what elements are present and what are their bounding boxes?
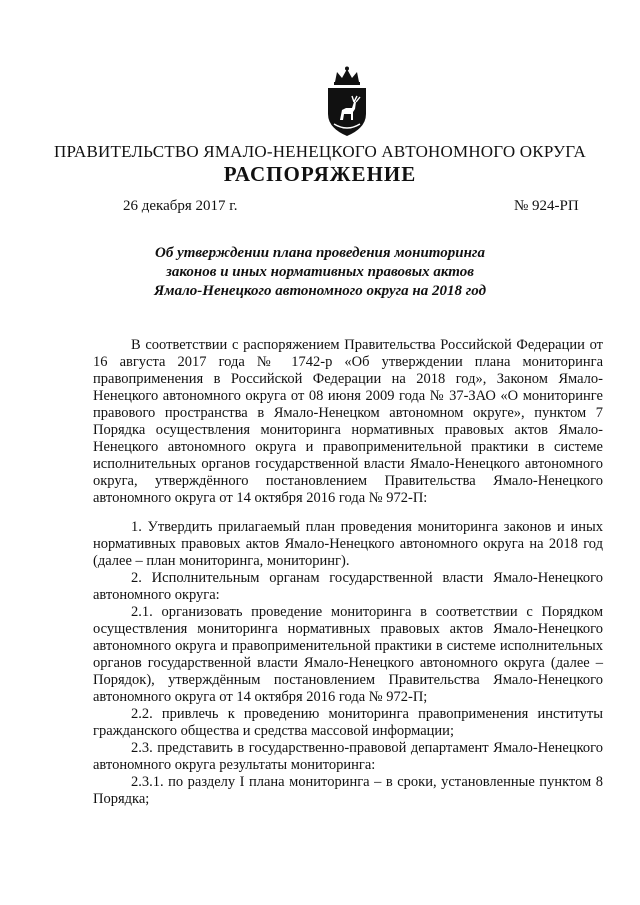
- item-2-3-paragraph: 2.3. представить в государственно-правовой департамент Ямало-Ненецкого автономного округа результаты мониторинга:: [93, 740, 603, 773]
- organization-name: ПРАВИТЕЛЬСТВО ЯМАЛО-НЕНЕЦКОГО АВТОНОМНОГО ОКРУГА: [54, 142, 586, 161]
- title-line-3: Ямало-Ненецкого автономного округа на 2018 год: [153, 283, 487, 299]
- title-line-2: законов и иных нормативных правовых актов: [166, 264, 474, 280]
- item-2-paragraph: 2. Исполнительным органам государственной власти Ямало-Ненецкого автономного округа:: [93, 570, 603, 603]
- document-body: [93, 337, 603, 808]
- item-2-1-paragraph: 2.1. организовать проведение мониторинга в соответствии с Порядком осуществления мониторинга нормативных правовых актов Ямало-Ненецкого автономного округа и правоприменительной практики в системе исполнительных органов государственной власти Ямало-Ненецкого автономного округа (далее – Порядок), утверждённым постановлением Правительства Ямало-Ненецкого автономного округа от 14 октября 2016 года № 972-П;: [93, 604, 603, 705]
- item-1-paragraph: 1. Утвердить прилагаемый план проведения мониторинга законов и иных нормативных правовых актов Ямало-Ненецкого автономного округа на 2018 год (далее – план мониторинга, мониторинг).: [93, 519, 603, 569]
- document-date: 26 декабря 2017 г.: [123, 198, 238, 214]
- coat-of-arms-icon: [322, 66, 372, 138]
- document-number: № 924-РП: [514, 198, 579, 214]
- document-title: [0, 244, 640, 301]
- item-2-3-1-paragraph: 2.3.1. по разделу I плана мониторинга – в сроки, установленные пунктом 8 Порядка;: [93, 774, 603, 807]
- preamble-paragraph: В соответствии с распоряжением Правительства Российской Федерации от 16 августа 2017 года № 1742-р «Об утверждении плана мониторинга правоприменения в Российской Федерации на 2018 год», Законом Ямало-Ненецкого автономного округа от 08 июня 2009 года № 37-ЗАО «О мониторинге правового пространства в Ямало-Ненецком автономном округе», пунктом 7 Порядка осуществления мониторинга нормативных правовых актов Ямало-Ненецкого автономного округа и правоприменительной практики в системе исполнительных органов государственной власти Ямало-Ненецкого автономного округа, утверждённого постановлением Правительства Ямало-Ненецкого автономного округа от 14 октября 2016 года № 972-П:: [93, 337, 603, 506]
- item-2-2-paragraph: 2.2. привлечь к проведению мониторинга правоприменения институты гражданского общества и средства массовой информации;: [93, 706, 603, 739]
- title-line-1: Об утверждении плана проведения мониторинга: [155, 245, 485, 261]
- document-type: РАСПОРЯЖЕНИЕ: [223, 162, 417, 186]
